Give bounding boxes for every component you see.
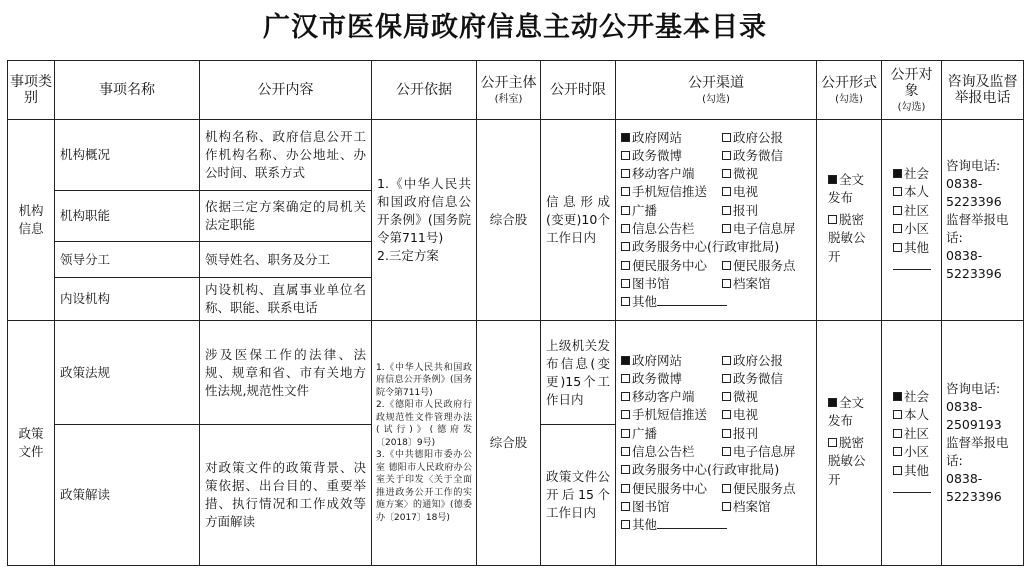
option-label: 报刊 <box>733 425 759 441</box>
checked-box-icon[interactable] <box>893 392 902 401</box>
option-label: 社会 <box>904 388 930 404</box>
blank-line <box>657 516 727 529</box>
checkbox-option[interactable] <box>893 183 936 202</box>
unchecked-box-icon[interactable] <box>722 429 731 438</box>
option-label: 电视 <box>733 184 759 200</box>
disclosure-catalog-table <box>7 60 1024 566</box>
option-label: 报刊 <box>733 202 759 218</box>
option-label: 便民服务点 <box>733 257 796 273</box>
option-label: 本人 <box>904 407 930 422</box>
header-form: 公开形式 (勾选) <box>817 61 882 120</box>
header-subject: 公开主体 (科室) <box>477 61 541 120</box>
checkbox-option[interactable] <box>893 165 936 184</box>
header-category: 事项类别 <box>8 61 55 120</box>
checkbox-option[interactable] <box>722 275 811 293</box>
checkbox-option[interactable] <box>621 202 722 220</box>
checkbox-option[interactable] <box>621 516 811 534</box>
option-label: 脱密脱敏公开 <box>828 211 866 264</box>
checkbox-option[interactable] <box>621 406 722 424</box>
checkbox-option[interactable] <box>621 293 811 311</box>
header-target: 公开对象 (勾选) <box>882 61 942 120</box>
checkbox-option[interactable] <box>722 498 811 516</box>
target-list <box>887 388 936 499</box>
channel-list <box>621 352 811 535</box>
blank-line <box>657 293 727 306</box>
checkbox-option[interactable] <box>621 129 722 147</box>
unchecked-box-icon[interactable] <box>722 502 731 511</box>
checkbox-option[interactable] <box>722 202 811 220</box>
unchecked-box-icon[interactable] <box>722 410 731 419</box>
checked-box-icon[interactable] <box>828 175 837 184</box>
subject-cell: 综合股 <box>477 120 541 321</box>
unchecked-box-icon[interactable] <box>893 224 902 233</box>
option-label: 其他 <box>904 239 930 255</box>
unchecked-box-icon[interactable] <box>621 224 630 233</box>
checkbox-option[interactable] <box>893 462 936 481</box>
unchecked-box-icon[interactable] <box>893 466 902 475</box>
checkbox-option[interactable] <box>722 147 811 165</box>
unchecked-box-icon[interactable] <box>621 410 630 419</box>
checkbox-option[interactable] <box>893 388 936 407</box>
checkbox-option[interactable] <box>621 220 722 238</box>
option-label: 广播 <box>632 202 658 218</box>
checkbox-option[interactable] <box>621 388 722 406</box>
unchecked-box-icon[interactable] <box>828 438 837 447</box>
report-label: 监督举报电话: <box>946 212 1009 245</box>
form-cell <box>817 321 882 566</box>
unchecked-box-icon[interactable] <box>621 447 630 456</box>
unchecked-box-icon[interactable] <box>621 261 630 270</box>
option-label: 便民服务点 <box>733 480 796 496</box>
subject-cell: 综合股 <box>477 321 541 566</box>
item-name: 政策解读 <box>55 425 200 566</box>
checkbox-option[interactable] <box>722 425 811 443</box>
option-label: 政务微信 <box>733 370 784 386</box>
target-list <box>887 165 936 276</box>
other-blank <box>893 257 936 276</box>
option-label: 全文发布 <box>828 394 865 429</box>
unchecked-box-icon[interactable] <box>621 502 630 511</box>
option-label: 手机短信推送 <box>632 184 708 200</box>
form-list <box>822 171 876 267</box>
blank-line <box>893 257 931 270</box>
checkbox-option[interactable] <box>621 275 722 293</box>
consult-label: 咨询电话: <box>946 158 1001 173</box>
basis-line: 2.三定方案 <box>377 248 439 263</box>
checkbox-option[interactable] <box>893 425 936 444</box>
basis-line: 1.《中华人民共和国政府信息公开条例》(国务院令第711号) <box>377 176 471 245</box>
option-label: 社会 <box>904 165 930 181</box>
checkbox-option[interactable] <box>621 370 722 388</box>
option-label: 电子信息屏 <box>733 444 796 459</box>
option-label: 社区 <box>904 425 930 441</box>
time-cell: 信息形成(变更)10个工作日内 <box>541 120 616 321</box>
checkbox-option[interactable] <box>893 239 936 258</box>
basis-line: 2.《德阳市人民政府行政规范性文件管理办法(试行)》(德府发〔2018〕9号) <box>376 400 472 448</box>
checkbox-option[interactable] <box>828 434 872 490</box>
option-label: 便民服务中心 <box>632 480 708 496</box>
checked-box-icon[interactable] <box>621 356 630 365</box>
item-name: 机构概况 <box>55 120 200 191</box>
basis-cell <box>372 321 477 566</box>
option-label: 图书馆 <box>632 275 670 291</box>
unchecked-box-icon[interactable] <box>621 465 630 474</box>
unchecked-box-icon[interactable] <box>722 133 731 142</box>
unchecked-box-icon[interactable] <box>893 429 902 438</box>
unchecked-box-icon[interactable] <box>621 297 630 306</box>
unchecked-box-icon[interactable] <box>621 392 630 401</box>
unchecked-box-icon[interactable] <box>722 261 731 270</box>
option-label: 电视 <box>733 407 759 423</box>
consult-phone: 0838-2509193 <box>946 399 1002 432</box>
unchecked-box-icon[interactable] <box>722 356 731 365</box>
option-label: 政务微博 <box>632 147 683 163</box>
option-label: 小区 <box>904 221 930 236</box>
checkbox-option[interactable] <box>621 461 811 479</box>
checkbox-option[interactable] <box>828 171 872 208</box>
option-label: 政府网站 <box>632 352 683 368</box>
option-label: 其他 <box>632 294 658 310</box>
option-label: 微视 <box>733 166 759 182</box>
checked-box-icon[interactable] <box>893 169 902 178</box>
unchecked-box-icon[interactable] <box>621 520 630 529</box>
unchecked-box-icon[interactable] <box>621 374 630 383</box>
unchecked-box-icon[interactable] <box>722 187 731 196</box>
option-label: 图书馆 <box>632 498 670 514</box>
channel-cell <box>616 120 817 321</box>
checkbox-option[interactable] <box>828 394 872 431</box>
unchecked-box-icon[interactable] <box>893 410 902 419</box>
unchecked-box-icon[interactable] <box>722 447 731 456</box>
page-title: 广汉市医保局政府信息主动公开基本目录 <box>263 12 767 43</box>
option-label: 脱密脱敏公开 <box>828 434 866 487</box>
blank-line <box>893 480 931 493</box>
checkbox-option[interactable] <box>722 129 811 147</box>
unchecked-box-icon[interactable] <box>722 374 731 383</box>
consult-label: 咨询电话: <box>946 381 1001 396</box>
option-label: 全文发布 <box>828 171 865 206</box>
checked-box-icon[interactable] <box>621 133 630 142</box>
time-cell: 上级机关发布信息(变更)15个工作日内 <box>541 321 616 425</box>
checked-box-icon[interactable] <box>828 398 837 407</box>
option-label: 电子信息屏 <box>733 221 796 236</box>
unchecked-box-icon[interactable] <box>621 242 630 251</box>
basis-line: 1.《中华人民共和国政府信息公开条例》(国务院令第711号) <box>376 362 472 398</box>
checkbox-option[interactable] <box>722 220 811 238</box>
item-content: 领导姓名、职务及分工 <box>200 242 372 278</box>
item-name: 政策法规 <box>55 321 200 425</box>
item-content: 机构名称、政府信息公开工作机构名称、办公地址、办公时间、联系方式 <box>200 120 372 191</box>
item-content: 涉及医保工作的法律、法规、规章和省、市有关地方性法规,规范性文件 <box>200 321 372 425</box>
unchecked-box-icon[interactable] <box>893 243 902 252</box>
unchecked-box-icon[interactable] <box>621 429 630 438</box>
checkbox-option[interactable] <box>722 388 811 406</box>
option-label: 政府网站 <box>632 129 683 145</box>
channel-cell <box>616 321 817 566</box>
option-label: 信息公告栏 <box>632 444 695 459</box>
basis-line: 3.《中共德阳市委办公室 德阳市人民政府办公室关于印发〈关于全面推进政务公开工作的实施方案〉的通知》(德委办〔2017〕18号) <box>376 450 472 523</box>
checkbox-option[interactable] <box>722 370 811 388</box>
checkbox-option[interactable] <box>621 257 722 275</box>
unchecked-box-icon[interactable] <box>621 484 630 493</box>
option-label: 移动客户端 <box>632 389 695 405</box>
unchecked-box-icon[interactable] <box>722 279 731 288</box>
option-label: 政务服务中心(行政审批局) <box>632 462 780 478</box>
unchecked-box-icon[interactable] <box>722 206 731 215</box>
unchecked-box-icon[interactable] <box>621 206 630 215</box>
checkbox-option[interactable] <box>828 211 872 267</box>
target-cell <box>882 321 942 566</box>
contact-cell <box>942 120 1024 321</box>
checkbox-option[interactable] <box>621 480 722 498</box>
unchecked-box-icon[interactable] <box>621 279 630 288</box>
checkbox-option[interactable] <box>621 443 722 461</box>
checkbox-option[interactable] <box>893 443 936 462</box>
unchecked-box-icon[interactable] <box>722 392 731 401</box>
checkbox-option[interactable] <box>722 183 811 201</box>
option-label: 本人 <box>904 184 930 199</box>
checkbox-option[interactable] <box>893 406 936 425</box>
option-label: 微视 <box>733 389 759 405</box>
item-content: 对政策文件的政策背景、决策依据、出台目的、重要举措、执行情况和工作成效等方面解读 <box>200 425 372 566</box>
checkbox-option[interactable] <box>621 147 722 165</box>
header-basis: 公开依据 <box>372 61 477 120</box>
option-label: 社区 <box>904 202 930 218</box>
checkbox-option[interactable] <box>722 352 811 370</box>
checkbox-option[interactable] <box>722 165 811 183</box>
unchecked-box-icon[interactable] <box>621 169 630 178</box>
option-label: 便民服务中心 <box>632 257 708 273</box>
option-label: 档案馆 <box>733 275 771 291</box>
consult-phone: 0838-5223396 <box>946 176 1002 209</box>
unchecked-box-icon[interactable] <box>893 187 902 196</box>
option-label: 政府公报 <box>733 352 784 368</box>
target-cell <box>882 120 942 321</box>
checkbox-option[interactable] <box>621 165 722 183</box>
checkbox-option[interactable] <box>722 480 811 498</box>
option-label: 手机短信推送 <box>632 407 708 423</box>
unchecked-box-icon[interactable] <box>722 224 731 233</box>
option-label: 其他 <box>904 462 930 478</box>
time-cell: 政策文件公开后15个工作日内 <box>541 425 616 566</box>
unchecked-box-icon[interactable] <box>621 187 630 196</box>
checkbox-option[interactable] <box>621 238 811 256</box>
checkbox-option[interactable] <box>621 183 722 201</box>
report-label: 监督举报电话: <box>946 435 1009 468</box>
unchecked-box-icon[interactable] <box>722 484 731 493</box>
report-phone: 0838-5223396 <box>946 471 1002 504</box>
option-label: 小区 <box>904 444 930 459</box>
checkbox-option[interactable] <box>722 406 811 424</box>
option-label: 广播 <box>632 425 658 441</box>
item-name: 领导分工 <box>55 242 200 278</box>
checkbox-option[interactable] <box>722 443 811 461</box>
checkbox-option[interactable] <box>722 257 811 275</box>
option-label: 移动客户端 <box>632 166 695 182</box>
basis-cell <box>372 120 477 321</box>
table-row <box>8 321 1024 425</box>
unchecked-box-icon[interactable] <box>828 215 837 224</box>
checkbox-option[interactable] <box>621 425 722 443</box>
header-contact: 咨询及监督举报电话 <box>942 61 1024 120</box>
unchecked-box-icon[interactable] <box>722 151 731 160</box>
option-label: 政务服务中心(行政审批局) <box>632 239 780 255</box>
header-channel: 公开渠道 (勾选) <box>616 61 817 120</box>
option-label: 政务微信 <box>733 147 784 163</box>
contact-cell <box>942 321 1024 566</box>
category-cell: 机构信息 <box>8 120 55 321</box>
unchecked-box-icon[interactable] <box>893 447 902 456</box>
unchecked-box-icon[interactable] <box>893 206 902 215</box>
unchecked-box-icon[interactable] <box>722 169 731 178</box>
option-label: 政务微博 <box>632 370 683 386</box>
report-phone: 0838-5223396 <box>946 248 1002 281</box>
header-content: 公开内容 <box>200 61 372 120</box>
option-label: 档案馆 <box>733 498 771 514</box>
header-name: 事项名称 <box>55 61 200 120</box>
item-content: 依据三定方案确定的局机关法定职能 <box>200 191 372 242</box>
option-label: 信息公告栏 <box>632 221 695 236</box>
checkbox-option[interactable] <box>893 202 936 221</box>
option-label: 政府公报 <box>733 129 784 145</box>
item-content: 内设机构、直属事业单位名称、职能、联系电话 <box>200 278 372 321</box>
item-name: 内设机构 <box>55 278 200 321</box>
unchecked-box-icon[interactable] <box>621 151 630 160</box>
option-label: 其他 <box>632 517 658 533</box>
channel-list <box>621 129 811 312</box>
form-cell <box>817 120 882 321</box>
item-name: 机构职能 <box>55 191 200 242</box>
table-row <box>8 120 1024 191</box>
category-cell: 政策文件 <box>8 321 55 566</box>
header-time: 公开时限 <box>541 61 616 120</box>
other-blank <box>893 480 936 499</box>
header-row <box>8 61 1024 120</box>
checkbox-option[interactable] <box>621 352 722 370</box>
checkbox-option[interactable] <box>893 220 936 239</box>
checkbox-option[interactable] <box>621 498 722 516</box>
form-list <box>822 394 876 490</box>
